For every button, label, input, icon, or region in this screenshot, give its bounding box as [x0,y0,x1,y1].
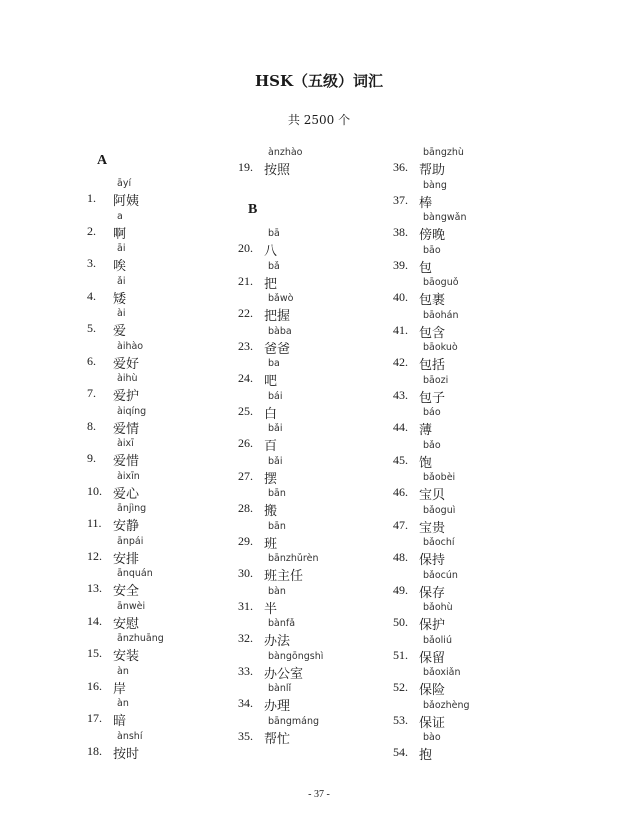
pinyin-label: àn [117,698,129,709]
vocab-entry [238,228,408,262]
entry-number: 20. [238,241,253,255]
chinese-word: 保持 [419,553,446,568]
pinyin-label: bànlǐ [268,683,292,694]
pinyin-label: bǎo [423,439,441,451]
vocab-entry [393,147,563,181]
pinyin-label: bǎozhèng [423,699,470,711]
vocab-entry [393,537,563,571]
chinese-word: 宝贵 [419,520,446,536]
chinese-word: 抱 [419,748,433,763]
pinyin-label: bāohán [423,309,459,321]
vocab-entry [393,212,563,246]
pinyin-label: bāo [423,244,441,256]
entry-number: 9. [87,451,96,465]
entry-number: 27. [238,468,253,483]
entry-number: 29. [238,533,253,548]
vocab-entry [87,273,257,310]
vocab-entry [238,423,408,457]
chinese-word: 包含 [419,325,446,341]
vocab-entry [393,505,563,539]
chinese-word: 爱情 [113,421,140,437]
chinese-word: 爱 [113,324,127,339]
vocab-entry [238,553,408,587]
entry-number: 15. [87,646,102,660]
pinyin-label: báo [423,407,441,418]
entry-number: 36. [393,160,408,174]
pinyin-label: àixī [117,438,134,449]
page-subtitle: 共 2500 个 [287,113,351,127]
entry-number: 19. [238,160,253,174]
vocab-entry [393,245,563,279]
vocab-entry [238,326,408,360]
chinese-word: 岸 [113,681,127,697]
vocab-entry [87,698,257,732]
chinese-word: 爱心 [113,486,140,502]
pinyin-label: a [117,210,123,222]
pinyin-label: ānwèi [117,600,146,612]
pinyin-label: ànzhào [268,147,303,158]
vocab-entry [87,438,257,472]
pinyin-label: ānpái [117,535,144,547]
vocab-entry [238,147,408,181]
entry-number: 28. [238,501,253,515]
chinese-word: 帮助 [419,163,446,178]
pinyin-label: bǎ [268,260,280,272]
entry-number: 53. [393,712,408,727]
chinese-word: 按时 [113,746,140,762]
pinyin-label: àihào [117,340,144,352]
entry-number: 33. [238,663,253,678]
entry-number: 13. [87,581,102,595]
chinese-word: 吧 [264,374,278,389]
vocab-entry [393,180,563,214]
chinese-word: 办理 [264,699,291,714]
pinyin-label: bànfǎ [268,618,296,629]
vocab-entry [393,342,563,376]
entry-number: 10. [87,483,102,498]
entry-number: 16. [87,678,102,693]
chinese-word: 按照 [264,163,291,178]
entry-number: 54. [393,745,408,759]
chinese-word: 班主任 [264,569,304,584]
pinyin-label: ànshí [117,730,143,742]
chinese-word: 搬 [264,504,278,519]
entry-number: 11. [87,516,102,530]
chinese-word: 爱好 [113,356,140,372]
chinese-word: 百 [264,439,278,454]
chinese-word: 阿姨 [113,194,140,209]
pinyin-label: āyí [117,178,132,189]
chinese-word: 安排 [113,551,140,567]
chinese-word: 保险 [419,683,446,698]
entry-number: 12. [87,548,102,563]
pinyin-label: bāngmáng [268,715,320,727]
vocab-entry [393,732,563,766]
vocab-entry [87,373,257,407]
entry-number: 34. [238,696,253,710]
pinyin-label: àihù [117,373,138,384]
chinese-word: 包括 [419,358,446,373]
pinyin-label: bāokuò [423,342,458,353]
entry-number: 44. [393,420,408,434]
pinyin-label: àn [117,665,129,677]
entry-number: 14. [87,613,102,628]
entry-number: 1. [87,191,96,205]
entry-number: 39. [393,257,408,272]
chinese-word: 保存 [419,585,446,601]
chinese-word: 傍晚 [419,228,446,243]
pinyin-label: bàng [423,179,447,191]
entry-number: 17. [87,711,102,725]
chinese-word: 办法 [264,634,291,649]
pinyin-label: bàngwǎn [423,212,467,223]
entry-number: 32. [238,631,253,645]
vocab-entry [393,407,563,441]
vocab-entry [393,602,563,636]
pinyin-label: bān [268,520,286,532]
chinese-word: 办公室 [264,666,304,682]
vocab-entry [87,178,257,212]
entry-number: 43. [393,387,408,402]
entry-number: 4. [87,288,96,303]
vocab-entry [393,310,563,344]
pinyin-label: bānzhǔrèn [268,553,319,564]
pinyin-label: bàn [268,585,286,597]
chinese-word: 保证 [419,715,446,731]
entry-number: 25. [238,403,253,418]
vocab-entry [87,403,257,440]
chinese-word: 唉 [113,259,127,274]
entry-number: 22. [238,306,253,320]
chinese-word: 半 [264,601,278,617]
chinese-word: 包子 [419,390,446,406]
pinyin-label: bǎi [268,455,283,467]
chinese-word: 白 [264,406,278,422]
vocab-entry [393,440,563,474]
pinyin-label: bǎobèi [423,472,456,483]
entry-number: 7. [87,386,96,400]
chinese-word: 薄 [419,423,433,438]
chinese-word: 饱 [419,455,433,471]
pinyin-label: ānzhuāng [117,633,164,644]
chinese-word: 八 [264,244,278,259]
vocab-entry [393,700,563,734]
chinese-word: 安静 [113,519,140,534]
entry-number: 38. [393,225,408,239]
entry-number: 21. [238,273,253,288]
entry-number: 24. [238,371,253,385]
vocab-entry [238,586,408,620]
vocab-entry [87,243,257,277]
vocab-entry [87,338,257,375]
page-number: - 37 - [308,789,330,800]
vocab-entry [238,456,408,490]
entry-number: 50. [393,615,408,629]
pinyin-label: ba [268,358,280,369]
vocab-entry [87,308,257,342]
pinyin-label: bǎoguì [423,504,456,516]
pinyin-label: bào [423,732,441,743]
vocab-entry [87,211,257,245]
pinyin-label: ài [117,308,126,319]
chinese-word: 帮忙 [264,731,291,747]
vocab-entry [238,293,408,327]
vocab-entry [238,716,408,750]
vocab-entry [393,570,563,604]
entry-number: 45. [393,452,408,467]
pinyin-label: bǎoliú [423,634,452,646]
vocab-entry [87,533,257,570]
vocab-entry [238,618,408,652]
pinyin-label: bǎocún [423,569,458,581]
vocab-entry [238,683,408,717]
chinese-word: 爸爸 [264,341,291,357]
entry-number: 26. [238,436,253,450]
pinyin-label: bāozi [423,374,449,386]
vocab-entry [238,391,408,425]
pinyin-label: bǎi [268,423,283,434]
chinese-word: 安装 [113,649,140,664]
entry-number: 35. [238,728,253,743]
vocab-entry [238,488,408,522]
pinyin-label: bàba [268,325,292,337]
chinese-word: 啊 [113,226,127,242]
pinyin-label: āi [117,243,126,254]
chinese-word: 安全 [113,584,140,599]
chinese-word: 包裹 [419,293,446,308]
entry-number: 37. [393,192,408,207]
pinyin-label: bàngōngshì [268,650,324,662]
entry-number: 31. [238,598,253,613]
chinese-word: 爱护 [113,389,140,404]
chinese-word: 安慰 [113,616,140,632]
chinese-word: 包 [419,260,433,276]
pinyin-label: bǎohù [423,602,453,613]
pinyin-label: bān [268,488,286,499]
vocab-entry [238,261,408,295]
vocab-entry [238,521,408,555]
pinyin-label: bǎwò [268,293,294,304]
entry-number: 5. [87,321,96,335]
chinese-word: 把 [264,276,278,292]
entry-number: 46. [393,485,408,499]
pinyin-label: bāoguǒ [423,277,459,288]
entry-number: 48. [393,550,408,564]
entry-number: 52. [393,680,408,694]
section-letter-a: A [97,153,108,168]
vocab-entry [238,651,408,685]
vocab-entry [393,472,563,506]
page-title: HSK（五级）词汇 [254,72,384,90]
pinyin-label: bā [268,228,280,239]
entry-number: 41. [393,322,408,337]
chinese-word: 棒 [419,195,433,211]
entry-number: 30. [238,566,253,580]
pinyin-label: ānquán [117,568,153,579]
entry-number: 42. [393,355,408,369]
entry-number: 49. [393,582,408,597]
chinese-word: 保留 [419,650,446,666]
entry-number: 2. [87,223,96,238]
chinese-word: 保护 [419,618,446,633]
vocab-entry [87,503,257,537]
vocab-entry [393,667,563,701]
vocab-entry [87,728,257,765]
pinyin-label: àixīn [117,470,140,482]
entry-number: 47. [393,517,408,532]
vocab-entry [238,358,408,392]
entry-number: 40. [393,290,408,304]
chinese-word: 把握 [264,309,291,324]
vocab-entry [87,468,257,505]
vocab-entry [393,635,563,669]
chinese-word: 宝贝 [419,488,446,503]
pinyin-label: bái [268,390,283,402]
entry-number: 23. [238,338,253,353]
chinese-word: 摆 [264,471,278,487]
pinyin-label: bǎochí [423,537,455,548]
pinyin-label: bāngzhù [423,147,464,158]
vocab-entry [393,375,563,409]
entry-number: 18. [87,743,102,758]
chinese-word: 暗 [113,714,127,729]
entry-number: 6. [87,353,96,368]
section-letter-b: B [248,202,258,217]
pinyin-label: ānjìng [117,503,147,514]
chinese-word: 班 [264,536,278,552]
vocab-entry [393,277,563,311]
pinyin-label: ǎi [117,275,126,287]
vocab-entry [87,633,257,667]
chinese-word: 爱惜 [113,454,140,469]
entry-number: 51. [393,647,408,662]
entry-number: 3. [87,256,96,270]
entry-number: 8. [87,418,96,433]
vocab-entry [87,598,257,635]
pinyin-label: bǎoxiǎn [423,667,461,678]
pinyin-label: àiqíng [117,405,147,417]
vocab-entry [87,663,257,700]
vocab-entry [87,568,257,602]
chinese-word: 矮 [113,291,127,307]
